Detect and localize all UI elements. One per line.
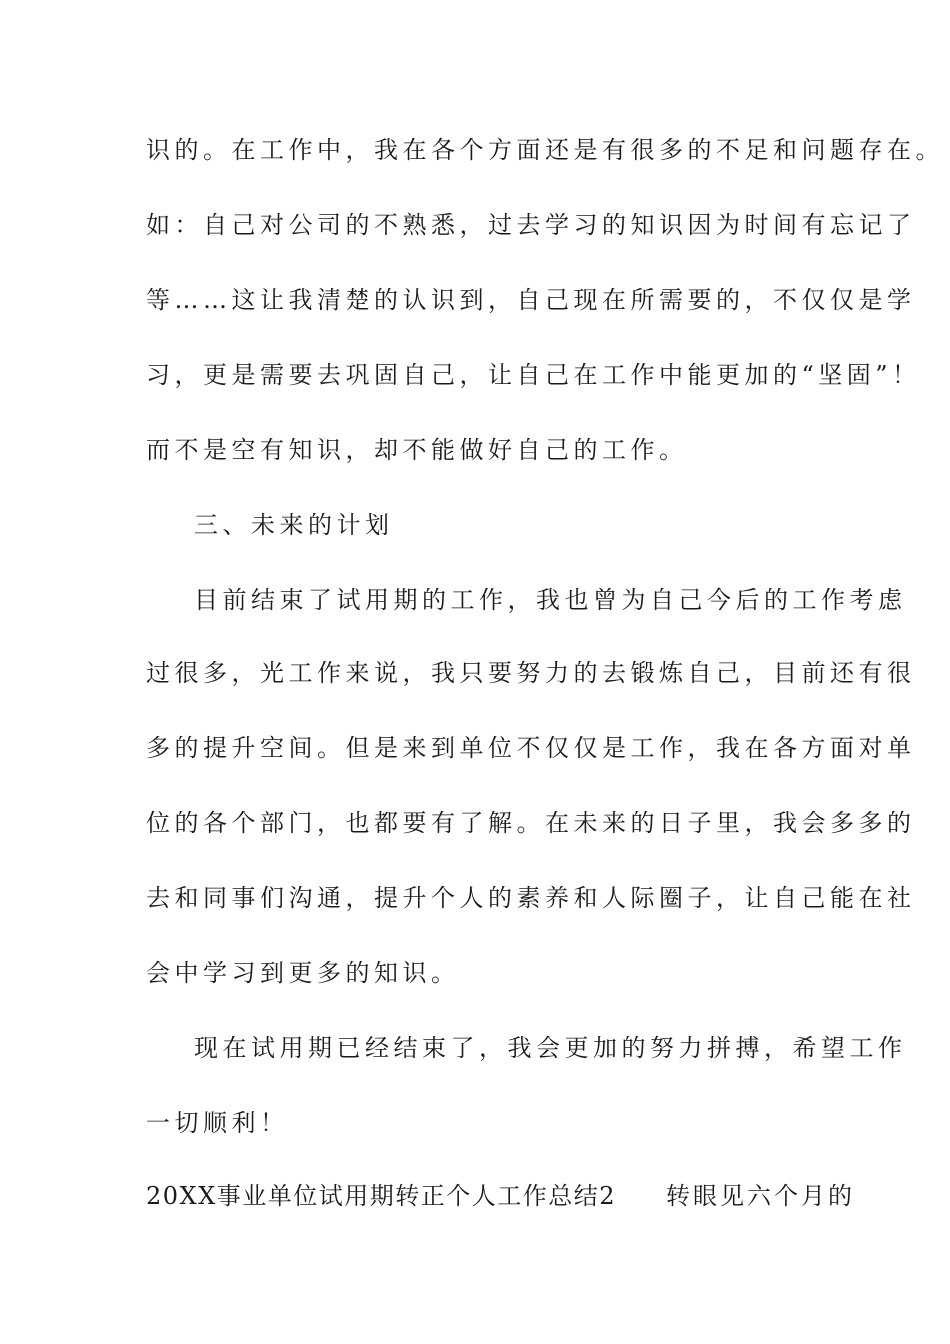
- text-line: 习，更是需要去巩固自己，让自己在工作中能更加的“坚固”！: [146, 361, 921, 389]
- text-line: 目前结束了试用期的工作，我也曾为自己今后的工作考虑: [194, 586, 907, 614]
- text-line: 识的。在工作中，我在各个方面还是有很多的不足和问题存在。: [146, 136, 944, 164]
- text-line: 一切顺利！: [146, 1109, 289, 1137]
- text-line: 如：自己对公司的不熟悉，过去学习的知识因为时间有忘记了: [146, 211, 916, 239]
- next-section-line: [146, 1181, 855, 1211]
- text-line: 多的提升空间。但是来到单位不仅仅是工作，我在各方面对单: [146, 734, 916, 762]
- next-section-title: 20XX事业单位试用期转正个人工作总结2: [146, 1182, 616, 1210]
- text-line: 等……这让我清楚的认识到，自己现在所需要的，不仅仅是学: [146, 286, 916, 314]
- text-line: 会中学习到更多的知识。: [146, 959, 460, 987]
- text-line: 过很多，光工作来说，我只要努力的去锻炼自己，目前还有很: [146, 659, 916, 687]
- next-section-text: 转眼见六个月的: [665, 1182, 855, 1210]
- text-line: 去和同事们沟通，提升个人的素养和人际圈子，让自己能在社: [146, 884, 916, 912]
- text-line: 位的各个部门，也都要有了解。在未来的日子里，我会多多的: [146, 809, 916, 837]
- text-line: 现在试用期已经结束了，我会更加的努力拼搏，希望工作: [194, 1034, 907, 1062]
- section-heading: 三、未来的计划: [194, 511, 394, 539]
- text-line: 而不是空有知识，却不能做好自己的工作。: [146, 436, 688, 464]
